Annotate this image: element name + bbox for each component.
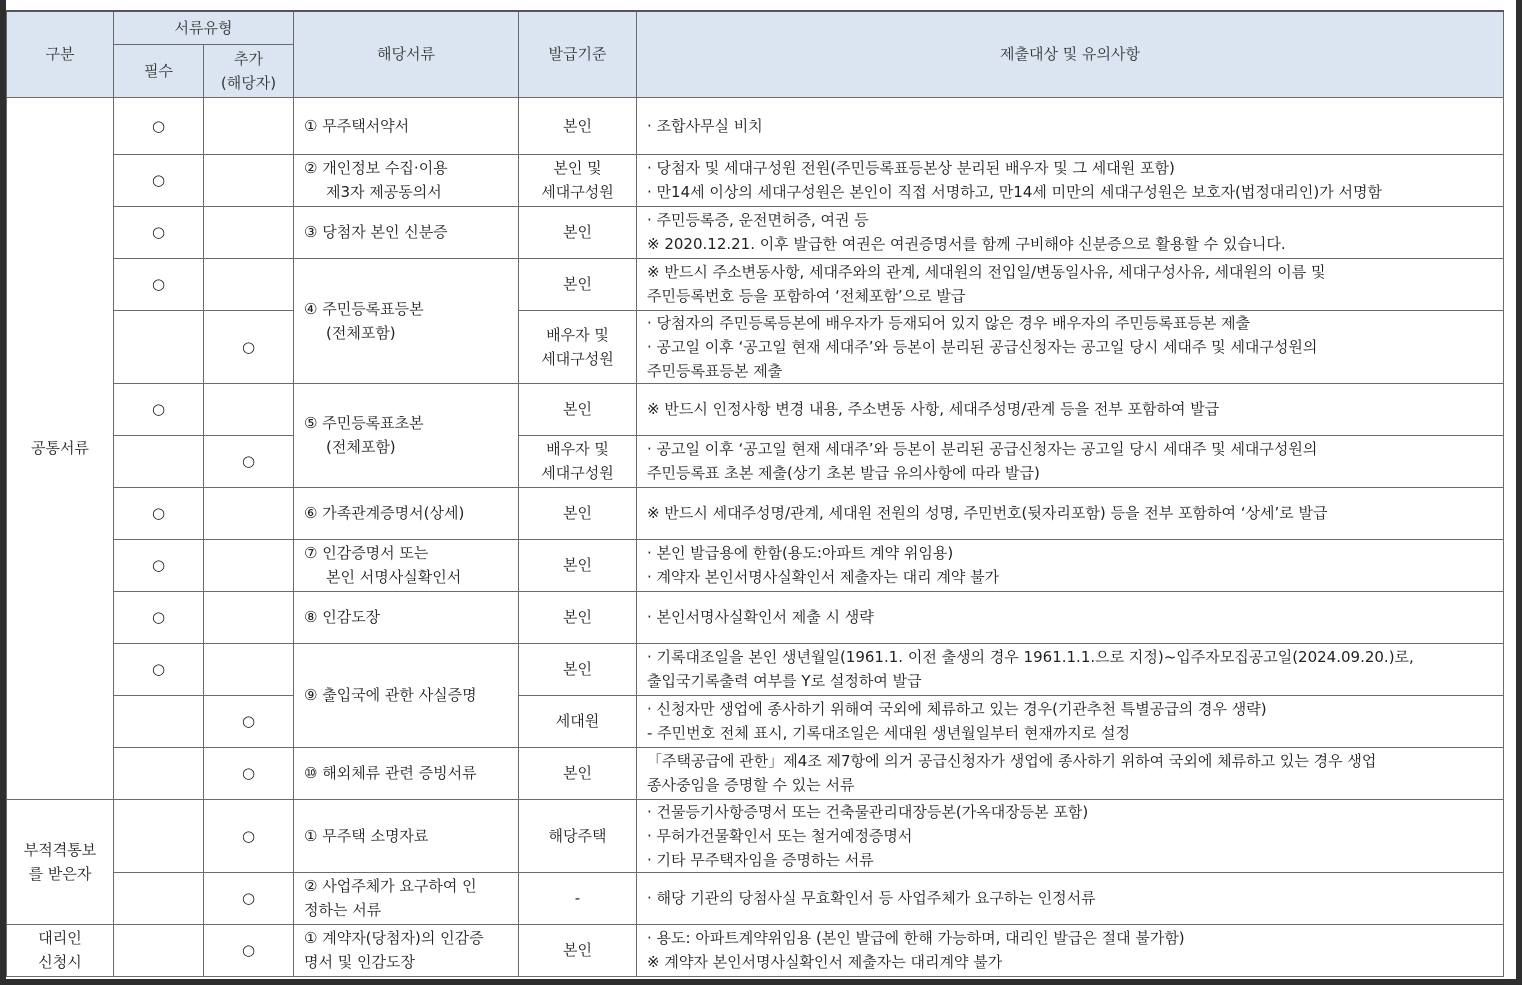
table-row: [7, 383, 1504, 435]
table-row: [7, 539, 1504, 591]
document-cell: [294, 487, 519, 539]
issue-basis-line: 세대구성원: [541, 349, 614, 368]
table-row: [7, 643, 1504, 695]
notes-cell: [637, 435, 1504, 487]
header-additional-line2: (해당자): [220, 73, 277, 92]
document-name: ④ 주민등록표등본: [304, 299, 424, 318]
document-name: ① 무주택 소명자료: [304, 826, 429, 845]
additional-mark-empty: [204, 487, 294, 539]
document-cell: [294, 799, 519, 872]
required-mark: ○: [114, 487, 204, 539]
note-line: 「주택공급에 관한」제4조 제7항에 의거 공급신청자가 생업에 종사하기 위하여 국외에 체류하고 있는 경우 생업: [647, 752, 1377, 770]
header-issue-basis: 발급기준: [519, 11, 637, 97]
document-name-cont: 정하는 서류: [304, 901, 382, 919]
issue-basis-line: 배우자 및: [546, 440, 609, 458]
note-line: 주민등록번호 등을 포함하여 ‘전체포함’으로 발급: [647, 287, 966, 305]
note-line: 종사중임을 증명할 수 있는 서류: [647, 776, 855, 794]
note-line: 주민등록표 초본 제출(상기 초본 발급 유의사항에 따라 발급): [647, 464, 1040, 482]
document-name-cont: 명서 및 인감도장: [304, 953, 415, 971]
issue-basis-cell: 본인: [519, 258, 637, 310]
frame-bottom-edge: [0, 979, 1522, 985]
required-mark: ○: [114, 383, 204, 435]
issue-basis-cell: 본인: [519, 383, 637, 435]
issue-basis-cell: [519, 435, 637, 487]
document-name: ⑦ 인감증명서 또는: [304, 544, 429, 562]
table-row: [7, 747, 1504, 799]
table-row: [7, 258, 1504, 310]
note-line: · 해당 기관의 당첨사실 무효확인서 등 사업주체가 요구하는 인정서류: [647, 889, 1096, 907]
note-line: · 본인서명사실확인서 제출 시 생략: [647, 608, 874, 626]
category-ineligible: [7, 799, 114, 924]
notes-cell: [637, 695, 1504, 747]
note-line: · 만14세 이상의 세대구성원은 본인이 직접 서명하고, 만14세 미만의 세대구성원은 보호자(법정대리인)가 서명함: [647, 183, 1382, 201]
additional-mark-empty: [204, 154, 294, 206]
required-mark: ○: [114, 643, 204, 695]
header-additional-line1: 추가: [234, 49, 263, 68]
notes-cell: [637, 924, 1504, 976]
header-additional: [204, 44, 294, 97]
additional-mark-empty: [204, 383, 294, 435]
table-row: [7, 310, 1504, 383]
notes-cell: [637, 258, 1504, 310]
document-cell: [294, 924, 519, 976]
header-notes: 제출대상 및 유의사항: [637, 11, 1504, 97]
document-name-cont: 제3자 제공동의서: [326, 183, 442, 201]
additional-mark-empty: [204, 258, 294, 310]
additional-mark-empty: [204, 97, 294, 154]
document-name: ⑥ 가족관계증명서(상세): [304, 504, 465, 522]
notes-cell: [637, 97, 1504, 154]
document-name: ① 계약자(당첨자)의 인감증: [304, 929, 484, 947]
issue-basis-cell: 세대원: [519, 695, 637, 747]
required-mark-empty: [114, 695, 204, 747]
issue-basis-cell: 본인: [519, 487, 637, 539]
header-category: 구분: [7, 11, 114, 97]
issue-basis-cell: [519, 310, 637, 383]
notes-cell: [637, 383, 1504, 435]
issue-basis-cell: -: [519, 872, 637, 924]
category-line: 부적격통보: [23, 840, 97, 859]
note-line: · 기록대조일을 본인 생년월일(1961.1. 이전 출생의 경우 1961.1.1.으로 지정)~입주자모집공고일(2024.09.20.)로,: [647, 648, 1414, 666]
document-name: ① 무주택서약서: [304, 116, 410, 135]
document-name: ⑤ 주민등록표초본: [304, 414, 424, 432]
note-line: · 신청자만 생업에 종사하기 위해여 국외에 체류하고 있는 경우(기관추천 특별공급의 경우 생략): [647, 700, 1267, 718]
table-row: [7, 97, 1504, 154]
issue-basis-cell: 본인: [519, 747, 637, 799]
notes-cell: [637, 799, 1504, 872]
additional-mark-empty: [204, 206, 294, 258]
additional-mark-empty: [204, 591, 294, 643]
notes-cell: [637, 872, 1504, 924]
additional-mark: ○: [204, 310, 294, 383]
frame-top-edge: [0, 0, 1522, 10]
document-name: ② 개인정보 수집·이용: [304, 159, 448, 177]
additional-mark: ○: [204, 799, 294, 872]
document-cell: [294, 539, 519, 591]
additional-mark: ○: [204, 872, 294, 924]
note-line: - 주민번호 전체 표시, 기록대조일은 세대원 생년월일부터 현재까지로 설정: [647, 724, 1131, 742]
document-cell: [294, 206, 519, 258]
table-row: [7, 591, 1504, 643]
note-line: · 당첨자의 주민등록등본에 배우자가 등재되어 있지 않은 경우 배우자의 주민등록표등본 제출: [647, 313, 1251, 332]
note-line: · 조합사무실 비치: [647, 116, 763, 135]
document-name: ⑧ 인감도장: [304, 608, 381, 626]
note-line: ※ 반드시 주소변동사항, 세대주와의 관계, 세대원의 전입일/변동일사유, 세대구성사유, 세대원의 이름 및: [647, 263, 1326, 281]
category-line: 신청시: [38, 953, 82, 971]
additional-mark: ○: [204, 695, 294, 747]
additional-mark-empty: [204, 643, 294, 695]
note-line: ※ 반드시 세대주성명/관계, 세대원 전원의 성명, 주민번호(뒷자리포함) 등을 전부 포함하여 ‘상세’로 발급: [647, 504, 1328, 522]
issue-basis-line: 세대구성원: [541, 464, 614, 482]
additional-mark-empty: [204, 539, 294, 591]
note-line: · 본인 발급용에 한함(용도:아파트 계약 위임용): [647, 544, 954, 562]
category-line: 를 받은자: [28, 864, 92, 883]
frame-right-edge: [1516, 0, 1522, 985]
document-cell: [294, 97, 519, 154]
issue-basis-cell: 본인: [519, 97, 637, 154]
table-row: [7, 799, 1504, 872]
note-line: ※ 계약자 본인서명사실확인서 제출자는 대리계약 불가: [647, 953, 1003, 971]
header-doc-type: 서류유형: [114, 11, 294, 44]
required-mark-empty: [114, 310, 204, 383]
document-cell: [294, 747, 519, 799]
document-name: ⑨ 출입국에 관한 사실증명: [304, 686, 477, 704]
notes-cell: [637, 643, 1504, 695]
required-mark-empty: [114, 924, 204, 976]
required-mark-empty: [114, 872, 204, 924]
note-line: · 공고일 이후 ‘공고일 현재 세대주’와 등본이 분리된 공급신청자는 공고일 당시 세대주 및 세대구성원의: [647, 440, 1318, 458]
required-mark: ○: [114, 154, 204, 206]
notes-cell: [637, 206, 1504, 258]
required-mark-empty: [114, 435, 204, 487]
document-cell: [294, 154, 519, 206]
document-cell: [294, 643, 519, 747]
issue-basis-line: 본인 및: [553, 159, 602, 177]
document-cell: [294, 383, 519, 487]
document-name-cont: (전체포함): [326, 438, 396, 456]
required-documents-table: [6, 10, 1504, 977]
note-line: · 주민등록증, 운전면허증, 여권 등: [647, 211, 869, 229]
notes-cell: [637, 154, 1504, 206]
issue-basis-cell: 본인: [519, 539, 637, 591]
note-line: 출입국기록출력 여부를 Y로 설정하여 발급: [647, 672, 922, 690]
issue-basis-cell: 해당주택: [519, 799, 637, 872]
issue-basis-cell: [519, 154, 637, 206]
note-line: · 무허가건물확인서 또는 철거예정증명서: [647, 826, 913, 845]
document-cell: [294, 591, 519, 643]
header-required: 필수: [114, 44, 204, 97]
table-row: [7, 924, 1504, 976]
note-line: ※ 2020.12.21. 이후 발급한 여권은 여권증명서를 함께 구비해야 신분증으로 활용할 수 있습니다.: [647, 235, 1286, 253]
table-row: [7, 695, 1504, 747]
note-line: · 당첨자 및 세대구성원 전원(주민등록표등본상 분리된 배우자 및 그 세대원 포함): [647, 159, 1175, 177]
notes-cell: [637, 747, 1504, 799]
additional-mark: ○: [204, 747, 294, 799]
table-header: [7, 11, 1504, 97]
required-mark: ○: [114, 539, 204, 591]
issue-basis-cell: 본인: [519, 591, 637, 643]
additional-mark: ○: [204, 435, 294, 487]
required-mark: ○: [114, 97, 204, 154]
issue-basis-line: 배우자 및: [546, 325, 609, 344]
note-line: · 공고일 이후 ‘공고일 현재 세대주’와 등본이 분리된 공급신청자는 공고일 당시 세대주 및 세대구성원의: [647, 337, 1318, 356]
note-line: ※ 반드시 인정사항 변경 내용, 주소변동 사항, 세대주성명/관계 등을 전부 포함하여 발급: [647, 400, 1220, 418]
issue-basis-cell: 본인: [519, 206, 637, 258]
note-line: · 계약자 본인서명사실확인서 제출자는 대리 계약 불가: [647, 568, 1000, 586]
required-mark: ○: [114, 206, 204, 258]
document-name-cont: (전체포함): [326, 323, 396, 342]
issue-basis-cell: 본인: [519, 924, 637, 976]
note-line: · 용도: 아파트계약위임용 (본인 발급에 한해 가능하며, 대리인 발급은 절대 불가함): [647, 929, 1185, 947]
document-name-cont: 본인 서명사실확인서: [326, 568, 462, 586]
document-name: ③ 당첨자 본인 신분증: [304, 223, 448, 241]
note-line: · 건물등기사항증명서 또는 건축물관리대장등본(가옥대장등본 포함): [647, 802, 1089, 821]
table-row: [7, 435, 1504, 487]
category-line: 대리인: [38, 929, 82, 947]
category-proxy: [7, 924, 114, 976]
notes-cell: [637, 591, 1504, 643]
document-name: ⑩ 해외체류 관련 증빙서류: [304, 764, 477, 782]
required-mark: ○: [114, 591, 204, 643]
notes-cell: [637, 310, 1504, 383]
notes-cell: [637, 487, 1504, 539]
required-mark-empty: [114, 747, 204, 799]
header-document: 해당서류: [294, 11, 519, 97]
document-cell: [294, 872, 519, 924]
note-line: · 기타 무주택자임을 증명하는 서류: [647, 850, 874, 869]
note-line: 주민등록표등본 제출: [647, 361, 783, 380]
document-name: ② 사업주체가 요구하여 인: [304, 877, 477, 895]
table-row: [7, 206, 1504, 258]
category-common: 공통서류: [7, 97, 114, 799]
notes-cell: [637, 539, 1504, 591]
table-row: [7, 872, 1504, 924]
table-row: [7, 154, 1504, 206]
issue-basis-cell: 본인: [519, 643, 637, 695]
table-row: [7, 487, 1504, 539]
additional-mark: ○: [204, 924, 294, 976]
document-cell: [294, 258, 519, 383]
required-mark-empty: [114, 799, 204, 872]
required-mark: ○: [114, 258, 204, 310]
issue-basis-line: 세대구성원: [541, 183, 614, 201]
